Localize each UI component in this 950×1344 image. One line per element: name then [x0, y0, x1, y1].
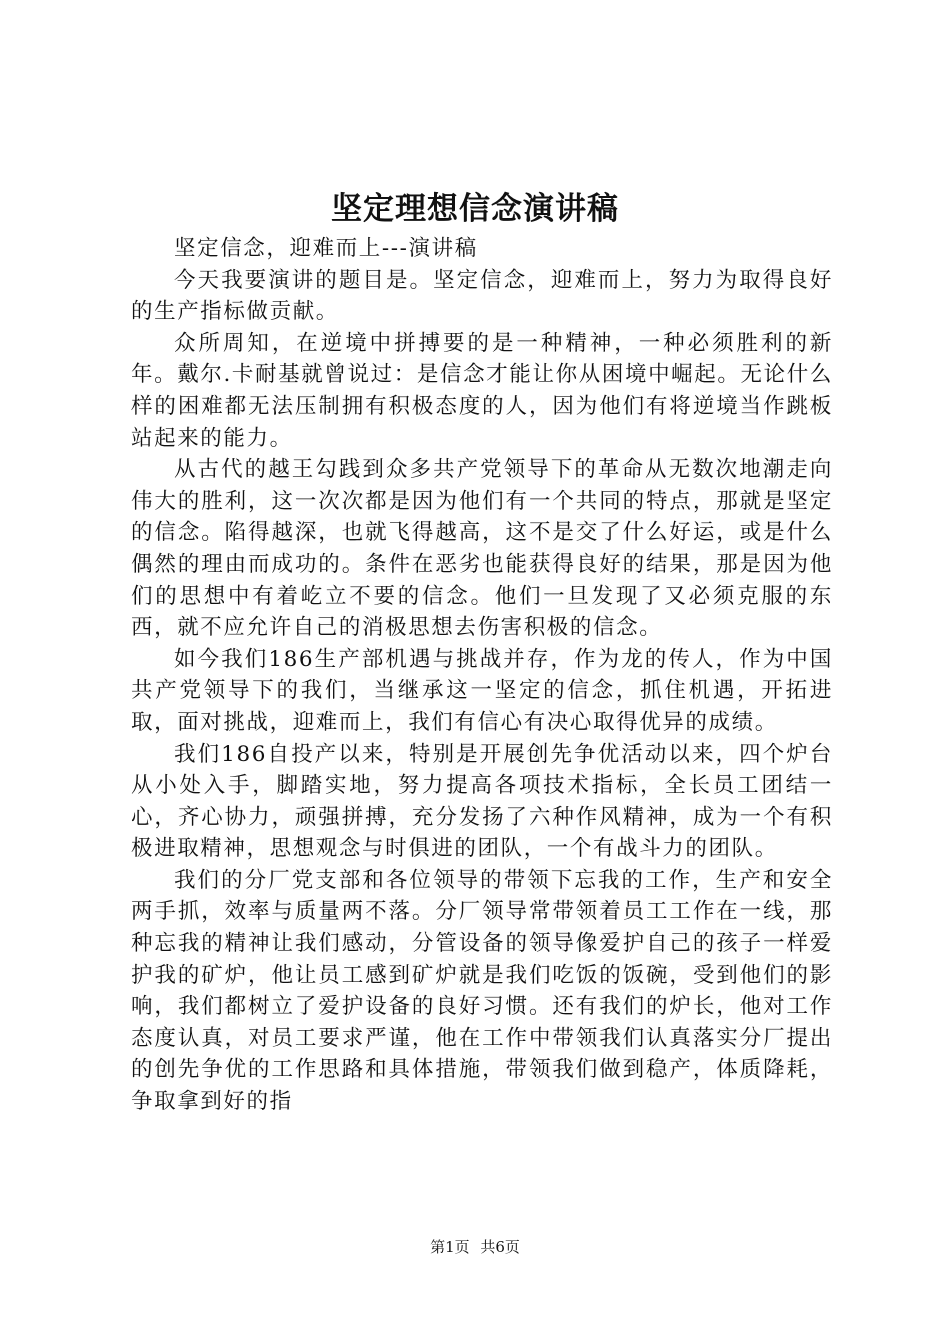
page-footer — [0, 1237, 950, 1257]
paragraph: 我们186自投产以来，特别是开展创先争优活动以来，四个炉台从小处入手，脚踏实地，努力提高各项技术指标，全长员工团结一心，齐心协力，顽强拼搏，充分发扬了六种作风精神，成为一个有积极进取精神，思想观念与时俱进的团队，一个有战斗力的团队。 — [131, 741, 833, 862]
page-total: 共6页 — [480, 1238, 520, 1256]
paragraph: 众所周知，在逆境中拼搏要的是一种精神，一种必须胜利的新年。戴尔.卡耐基就曾说过：是信念才能让你从困境中崛起。无论什么样的困难都无法压制拥有积极态度的人，因为他们有将逆境当作跳板站起来的能力。 — [131, 330, 833, 451]
paragraph: 如今我们186生产部机遇与挑战并存，作为龙的传人，作为中国共产党领导下的我们，当继承这一坚定的信念，抓住机遇，开拓进取，面对挑战，迎难而上，我们有信心有决心取得优异的成绩。 — [131, 646, 833, 735]
paragraph: 我们的分厂党支部和各位领导的带领下忘我的工作，生产和安全两手抓，效率与质量两不落。分厂领导常带领着员工工作在一线，那种忘我的精神让我们感动，分管设备的领导像爱护自己的孩子一样爱护我的矿炉，他让员工感到矿炉就是我们吃饭的饭碗，受到他们的影响，我们都树立了爱护设备的良好习惯。还有我们的炉长，他对工作态度认真，对员工要求严谨，他在工作中带领我们认真落实分厂提出的创先争优的工作思路和具体措施，带领我们做到稳产，体质降耗，争取拿到好的指 — [131, 867, 833, 1115]
document-title: 坚定理想信念演讲稿 — [331, 191, 619, 227]
document-body — [131, 233, 833, 1118]
page-number: 第1页 — [430, 1238, 470, 1256]
paragraph: 今天我要演讲的题目是。坚定信念，迎难而上，努力为取得良好的生产指标做贡献。 — [131, 267, 833, 325]
paragraph-subtitle: 坚定信念，迎难而上---演讲稿 — [174, 236, 478, 261]
paragraph: 从古代的越王勾践到众多共产党领导下的革命从无数次地潮走向伟大的胜利，这一次次都是因为他们有一个共同的特点，那就是坚定的信念。陷得越深，也就飞得越高，这不是交了什么好运，或是什么偶然的理由而成功的。条件在恶劣也能获得良好的结果，那是因为他们的思想中有着屹立不要的信念。他们一旦发现了又必须克服的东西，就不应允许自己的消极思想去伤害积极的信念。 — [131, 457, 833, 641]
